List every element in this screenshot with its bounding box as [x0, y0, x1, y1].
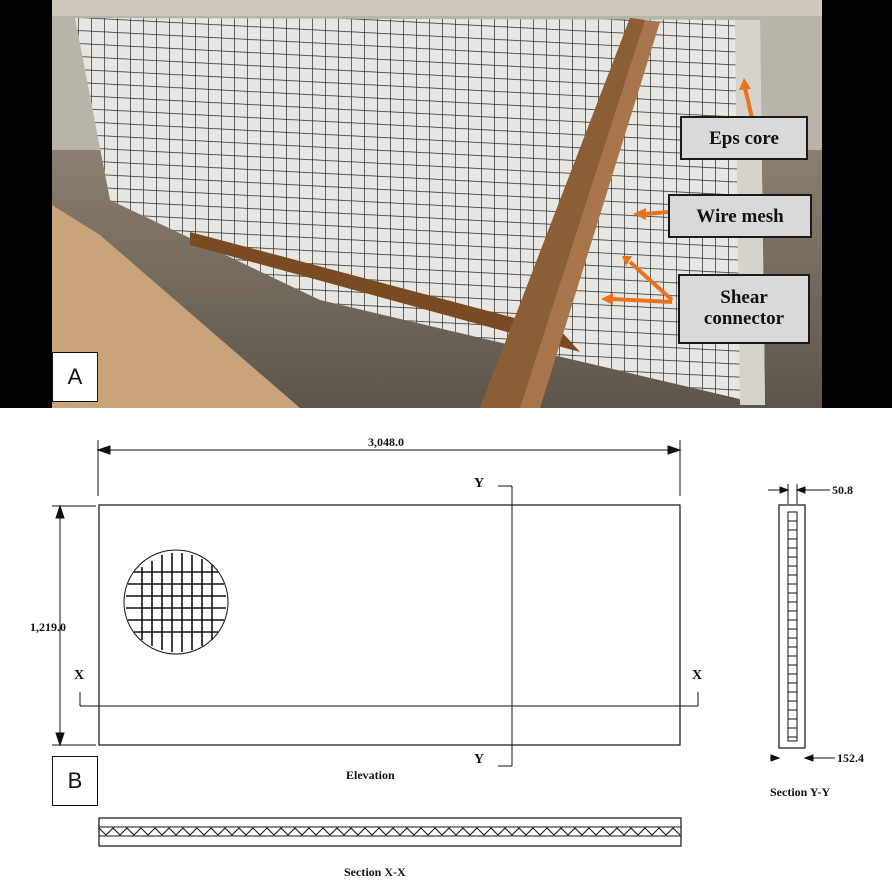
section-yy-drawing: [768, 484, 835, 761]
callout-shear-connector: Shear connector: [678, 274, 810, 344]
length-dimension-label: 3,048.0: [368, 435, 404, 449]
section-xx-drawing: [99, 818, 681, 846]
section-mark-x-right: X: [692, 668, 703, 683]
wire-mesh-detail: [124, 550, 228, 654]
elevation-outline: [99, 505, 680, 745]
section-line-x: [80, 692, 698, 706]
section-yy-caption: Section Y-Y: [770, 785, 831, 799]
section-line-y: [498, 486, 512, 766]
technical-drawing: [0, 408, 892, 882]
photo-panel: [0, 0, 892, 408]
total-thickness-label: 152.4: [837, 751, 864, 765]
panel-label-a: A: [52, 352, 98, 402]
callout-eps-core: Eps core: [680, 116, 808, 160]
callout-wire-mesh: Wire mesh: [668, 194, 812, 238]
panel-label-b: B: [52, 756, 98, 806]
drawing-linework: [0, 408, 892, 882]
section-mark-y-bottom: Y: [474, 752, 485, 767]
elevation-caption: Elevation: [346, 768, 395, 782]
section-xx-caption: Section X-X: [344, 865, 406, 879]
height-dimension-label: 1,219.0: [30, 620, 66, 634]
section-mark-y-top: Y: [474, 476, 485, 491]
section-mark-x-left: X: [74, 668, 85, 683]
core-thickness-label: 50.8: [832, 483, 853, 497]
